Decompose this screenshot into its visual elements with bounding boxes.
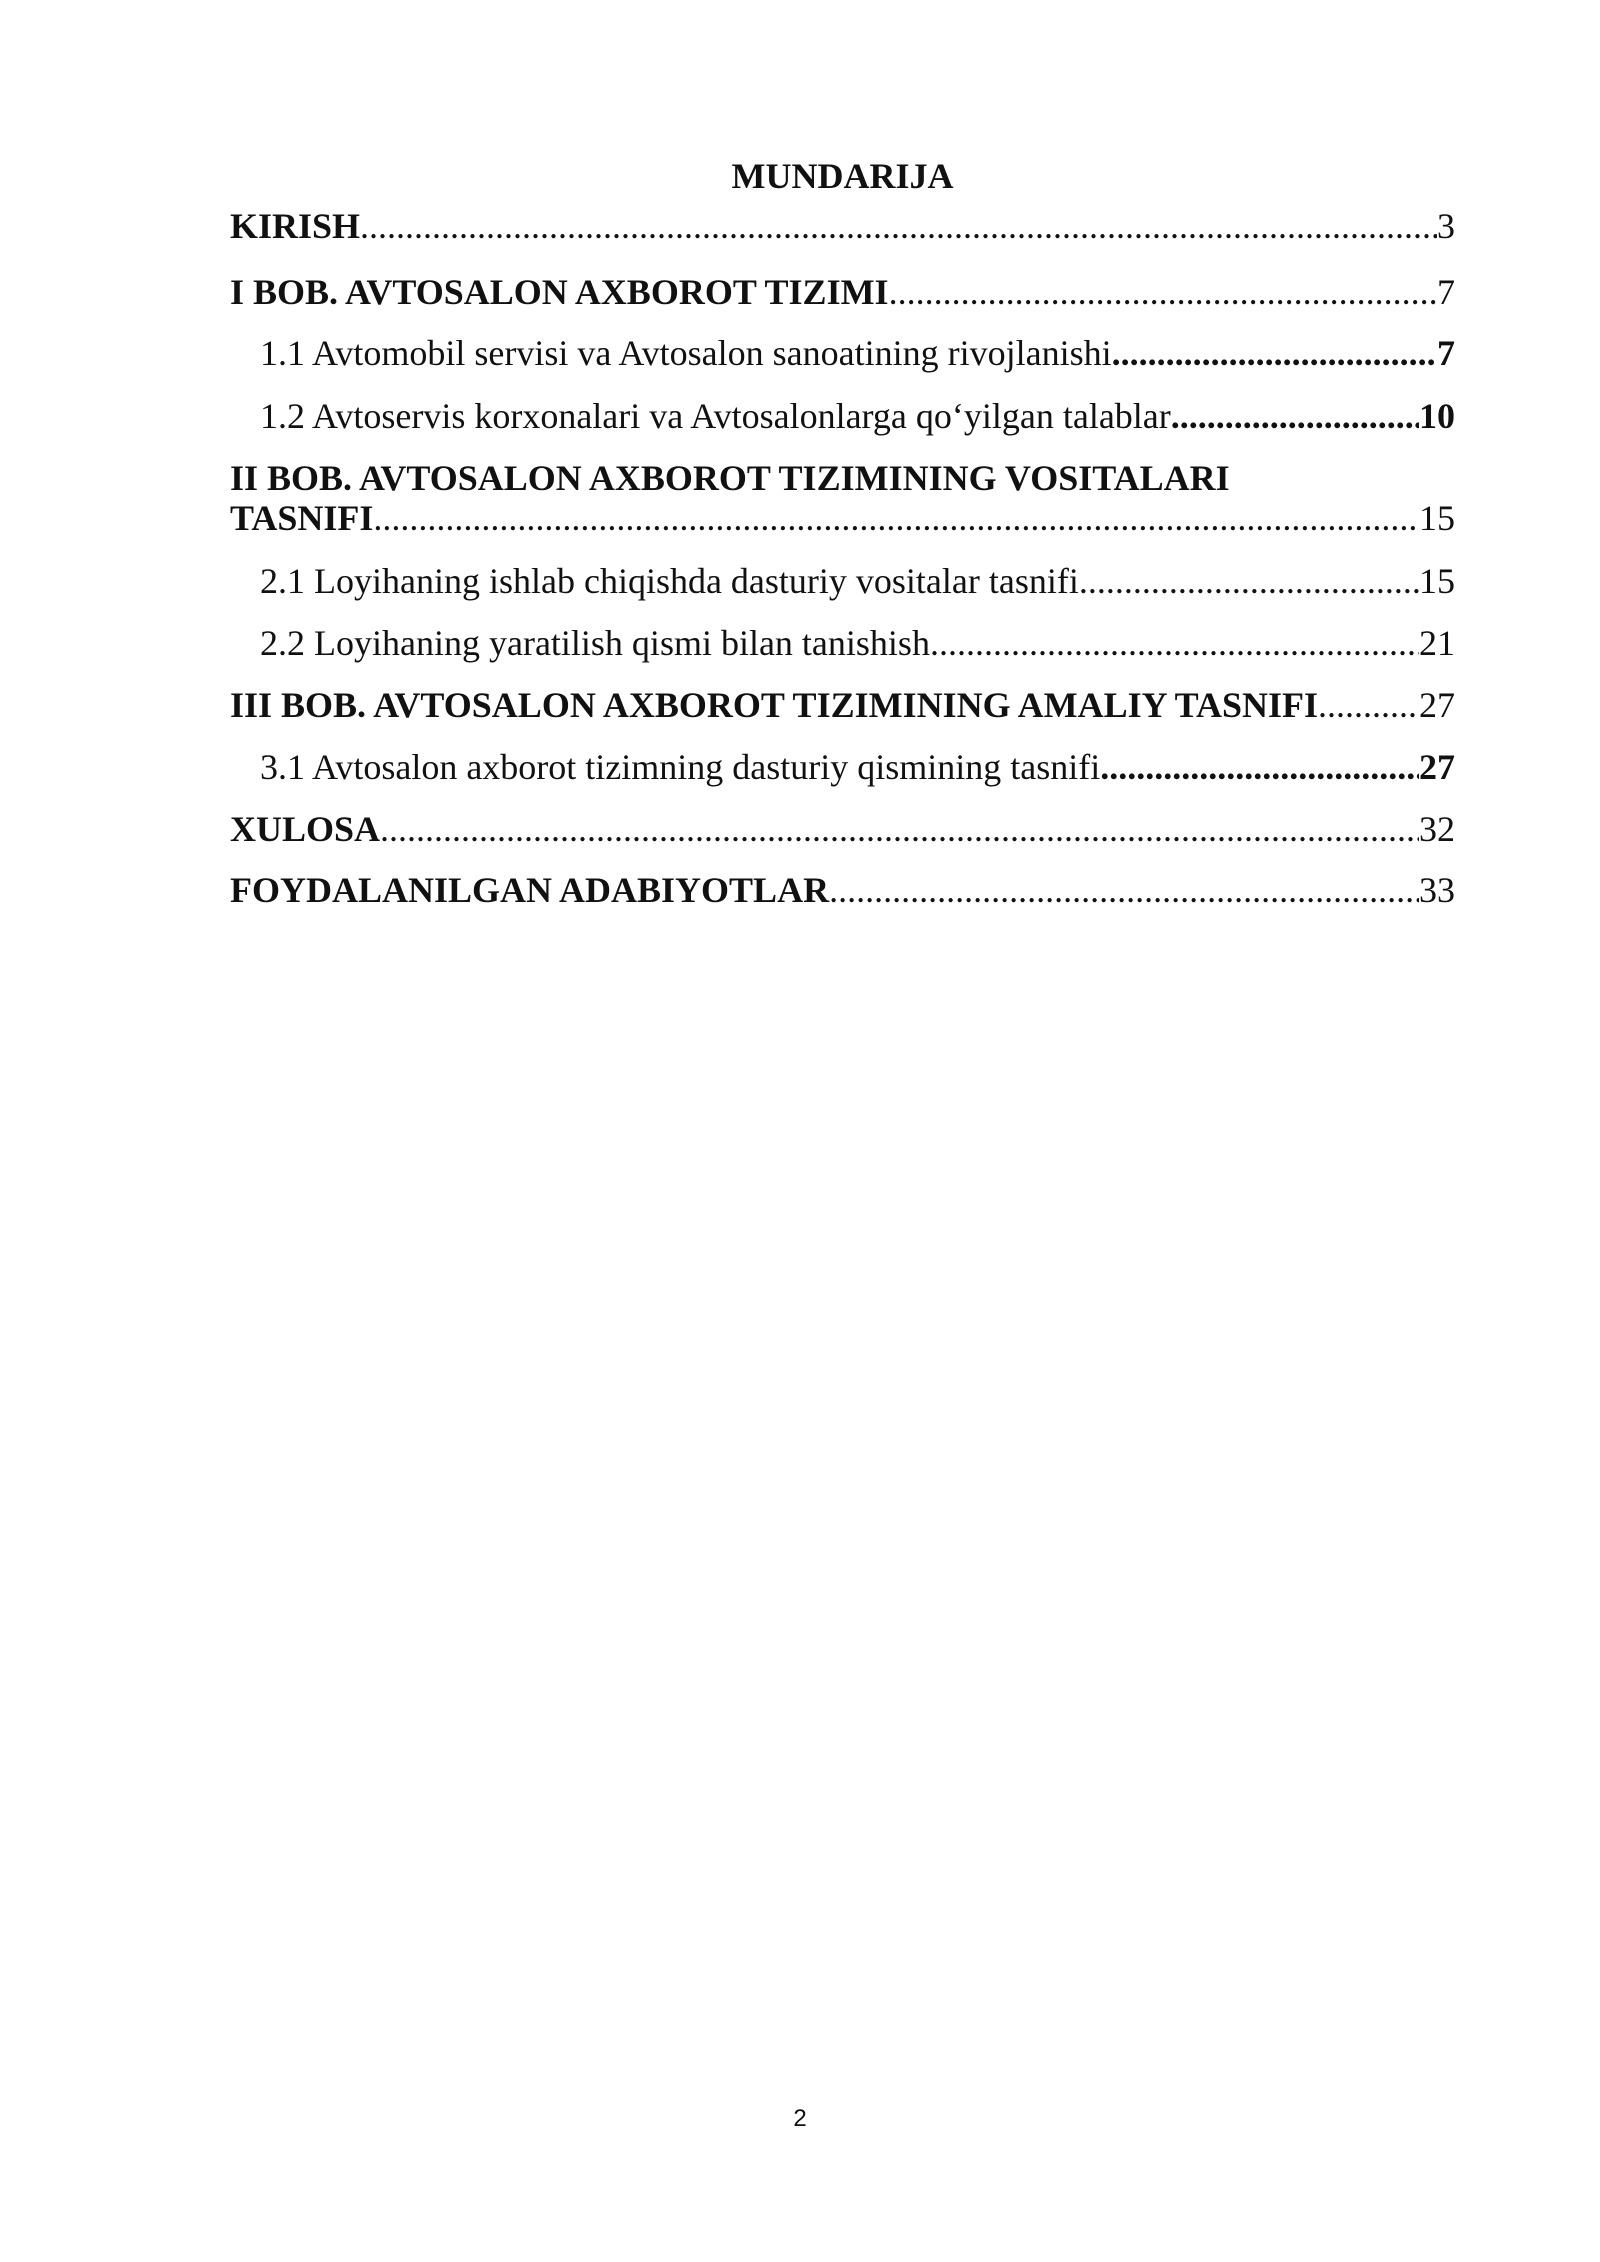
toc-entry-section-1-1[interactable] — [230, 322, 1455, 385]
toc-page-number: 21 — [1419, 623, 1455, 663]
dot-leader — [829, 860, 1419, 921]
dot-leader — [380, 798, 1419, 860]
toc-page-number: 32 — [1419, 809, 1455, 849]
toc-entry-label: 2.2 Loyihaning yaratilish qismi bilan tanishish — [260, 623, 930, 663]
dot-leader — [1112, 322, 1437, 385]
toc-entry-label: FOYDALANILGAN ADABIYOTLAR — [230, 870, 830, 910]
toc-page-number: 15 — [1419, 561, 1455, 601]
dot-leader — [1318, 675, 1419, 736]
toc-page-number: 27 — [1419, 747, 1455, 787]
dot-leader — [1171, 385, 1419, 448]
toc-entry-section-3-1[interactable] — [230, 736, 1455, 798]
toc-entry-label: KIRISH — [230, 206, 361, 246]
dot-leader — [373, 494, 1419, 542]
toc-entry-section-1-2[interactable] — [230, 385, 1455, 448]
toc-title: MUNDARIJA — [731, 156, 954, 196]
dot-leader — [1100, 736, 1419, 798]
toc-entry-label: XULOSA — [230, 809, 381, 849]
dot-leader — [360, 202, 1437, 250]
toc-entry-section-2-2[interactable] — [230, 612, 1455, 675]
page-number-footer: 2 — [793, 2105, 807, 2132]
toc-entry-label-line1: II BOB. AVTOSALON AXBOROT TIZIMINING VOSITALARI — [230, 458, 1230, 498]
toc-entry-chapter-3[interactable] — [230, 675, 1455, 736]
toc-page-number: 7 — [1437, 333, 1455, 373]
toc-page-number: 3 — [1437, 206, 1455, 246]
toc-entry-kirish[interactable] — [230, 202, 1455, 262]
dot-leader — [889, 262, 1437, 322]
toc-entry-label: 1.1 Avtomobil servisi va Avtosalon sanoatining rivojlanishi — [260, 333, 1112, 373]
toc-entry-chapter-2[interactable] — [230, 448, 1455, 550]
toc-entry-xulosa[interactable] — [230, 798, 1455, 860]
toc-entry-label-line2: TASNIFI — [230, 498, 374, 538]
table-of-contents — [230, 150, 1455, 921]
toc-page-number: 27 — [1419, 685, 1455, 725]
toc-entry-label: I BOB. AVTOSALON AXBOROT TIZIMI — [230, 272, 889, 312]
toc-entry-chapter-2-line2 — [230, 494, 1455, 550]
toc-page-number: 10 — [1419, 396, 1455, 436]
toc-page-number: 15 — [1419, 498, 1455, 538]
toc-entry-chapter-1[interactable] — [230, 262, 1455, 322]
toc-page-number: 7 — [1437, 272, 1455, 312]
dot-leader — [1079, 550, 1419, 612]
toc-entry-label: 3.1 Avtosalon axborot tizimning dasturiy qismining tasnifi — [260, 747, 1101, 787]
dot-leader — [930, 612, 1419, 675]
toc-entry-label: 2.1 Loyihaning ishlab chiqishda dasturiy vositalar tasnifi — [260, 561, 1079, 601]
toc-entry-label: 1.2 Avtoservis korxonalari va Avtosalonlarga qo‘yilgan talablar — [260, 396, 1171, 436]
toc-entry-label: III BOB. AVTOSALON AXBOROT TIZIMINING AMALIY TASNIFI — [230, 685, 1318, 725]
toc-page-number: 33 — [1419, 870, 1455, 910]
toc-entry-section-2-1[interactable] — [230, 550, 1455, 612]
toc-entry-adabiyotlar[interactable] — [230, 860, 1455, 921]
